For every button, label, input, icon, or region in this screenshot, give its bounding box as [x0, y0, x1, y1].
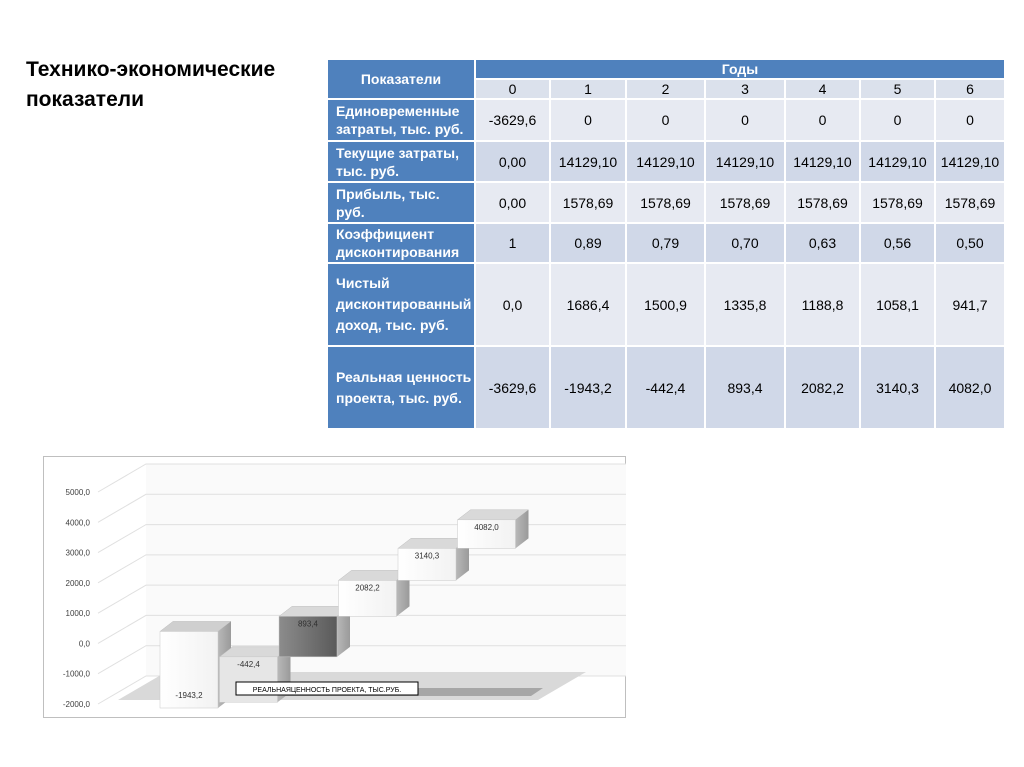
table-cell: -1943,2 [550, 346, 626, 429]
table-cell: 0 [705, 99, 785, 141]
legend-label: РЕАЛЬНАЯЦЕННОСТЬ ПРОЕКТА, ТЫС.РУБ. [252, 687, 402, 694]
y-tick-label: 5000,0 [65, 488, 90, 497]
y-tick-label: 2000,0 [65, 578, 90, 588]
table-cell: 1188,8 [785, 263, 860, 346]
year-cell: 4 [785, 79, 860, 99]
header-indicators: Показатели [327, 59, 475, 99]
row-label: Чистый дисконтированный доход, тыс. руб. [327, 263, 475, 346]
table-cell: 0,00 [475, 182, 550, 223]
table-cell: 1578,69 [935, 182, 1005, 223]
table-cell: 0,00 [475, 141, 550, 182]
table-cell: 1058,1 [860, 263, 935, 346]
table-row [327, 99, 1005, 141]
table-row [327, 263, 1005, 346]
row-label: Текущие затраты, тыс. руб. [327, 141, 475, 182]
table-cell: 3140,3 [860, 346, 935, 429]
row-label: Реальная ценность проекта, тыс. руб. [327, 346, 475, 429]
table-cell: 941,7 [935, 263, 1005, 346]
table-cell: 893,4 [705, 346, 785, 429]
table-row [327, 182, 1005, 223]
year-cell: 5 [860, 79, 935, 99]
page-title: Технико-экономические показатели [26, 58, 276, 111]
table-cell: 1578,69 [550, 182, 626, 223]
data-label: -442,4 [237, 659, 260, 669]
table-cell: 0,56 [860, 223, 935, 263]
table-cell: 1 [475, 223, 550, 263]
data-label: 2082,2 [355, 583, 380, 593]
table-cell: 0 [860, 99, 935, 141]
year-cell: 6 [935, 79, 1005, 99]
table-cell: 1686,4 [550, 263, 626, 346]
year-cell: 1 [550, 79, 626, 99]
header-years: Годы [475, 59, 1005, 79]
table-cell: 0,0 [475, 263, 550, 346]
table-cell: 0,50 [935, 223, 1005, 263]
indicators-table [326, 58, 1006, 430]
table-cell: 1578,69 [626, 182, 705, 223]
table-cell: -3629,6 [475, 346, 550, 429]
row-label: Коэффициент дисконтирования [327, 223, 475, 263]
table-cell: 14129,10 [705, 141, 785, 182]
table-cell: 0,70 [705, 223, 785, 263]
table-cell: 1500,9 [626, 263, 705, 346]
table-cell: 1578,69 [705, 182, 785, 223]
table-cell: 1578,69 [785, 182, 860, 223]
table-row [327, 141, 1005, 182]
table-cell: 0 [626, 99, 705, 141]
y-tick-label: 3000,0 [65, 548, 90, 558]
data-label: 4082,0 [474, 522, 499, 532]
data-label: 3140,3 [414, 551, 440, 561]
y-tick-label: 0,0 [78, 639, 90, 649]
table-cell: -442,4 [626, 346, 705, 429]
year-cell: 2 [626, 79, 705, 99]
table-cell: 14129,10 [935, 141, 1005, 182]
table-row [327, 223, 1005, 263]
data-label: 893,4 [297, 619, 319, 629]
project-value-chart [43, 456, 626, 718]
table-cell: 14129,10 [785, 141, 860, 182]
row-label: Прибыль, тыс. руб. [327, 182, 475, 223]
table-cell: 4082,0 [935, 346, 1005, 429]
table-cell: 0,63 [785, 223, 860, 263]
table-cell: 0,79 [626, 223, 705, 263]
table-cell: 0 [935, 99, 1005, 141]
table-cell: 0 [550, 99, 626, 141]
y-tick-label: 4000,0 [65, 518, 90, 528]
year-cell: 0 [475, 79, 550, 99]
data-label: -1943,2 [175, 691, 203, 700]
row-label: Единовременные затраты, тыс. руб. [327, 99, 475, 141]
table-cell: 0 [785, 99, 860, 141]
table-cell: 14129,10 [550, 141, 626, 182]
table-cell: -3629,6 [475, 99, 550, 141]
year-cell: 3 [705, 79, 785, 99]
table-cell: 0,89 [550, 223, 626, 263]
chart-svg [43, 456, 626, 718]
table-row [327, 346, 1005, 429]
y-tick-label: 1000,0 [65, 609, 90, 619]
table-cell: 1335,8 [705, 263, 785, 346]
y-tick-label: -1000,0 [62, 669, 90, 679]
table-cell: 14129,10 [860, 141, 935, 182]
table-cell: 2082,2 [785, 346, 860, 429]
table-cell: 14129,10 [626, 141, 705, 182]
y-tick-label: -2000,0 [62, 700, 90, 709]
table-cell: 1578,69 [860, 182, 935, 223]
